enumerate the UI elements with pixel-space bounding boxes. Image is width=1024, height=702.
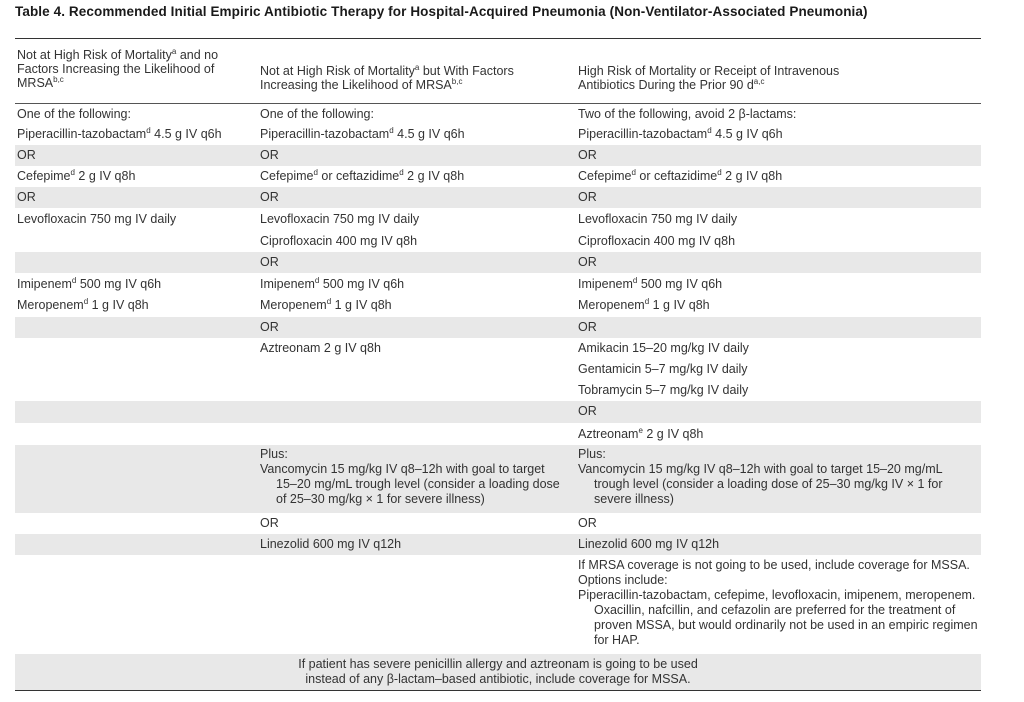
cell: Levofloxacin 750 mg IV daily (260, 212, 420, 226)
cell: Plus: Vancomycin 15 mg/kg IV q8–12h with goal to target 15–20 mg/mL trough level (consider a loading dose of 25–30 mg/kg IV × 1 for severe illness) (578, 447, 943, 506)
table-row-footer (15, 654, 981, 690)
table-row (15, 401, 981, 423)
table-row (15, 208, 981, 230)
table-row (15, 124, 981, 145)
table-row (15, 513, 981, 534)
cell: Aztreonam 2 g IV q8h (260, 341, 381, 355)
cell: Meropenem$^d$ 1 g IV q8h (17, 296, 149, 312)
cell: Cefepime$^d$ 2 g IV q8h (17, 167, 136, 183)
footer-line-1: If patient has severe penicillin allergy and aztreonam is going to be used (298, 657, 698, 671)
bottom-rule (15, 690, 981, 691)
header-col-2: Not at High Risk of Mortality$^a$ but With Factors Increasing the Likelihood of MRSA$^{b,c}$ (260, 62, 514, 92)
cell: Two of the following, avoid 2 β-lactams: (578, 107, 797, 121)
cell: OR (578, 190, 597, 204)
cell: Imipenem$^d$ 500 mg IV q6h (17, 275, 162, 291)
cell: Cefepime$^d$ or ceftazidime$^d$ 2 g IV q8h (260, 167, 465, 183)
cell: OR (578, 516, 597, 530)
cell: Plus: Vancomycin 15 mg/kg IV q8–12h with goal to target 15–20 mg/mL trough level (consider a loading dose of 25–30 mg/kg × 1 for severe illness) (260, 447, 560, 506)
cell: OR (17, 148, 36, 162)
cell: Levofloxacin 750 mg IV daily (578, 212, 738, 226)
table-row (15, 104, 981, 124)
cell: Meropenem$^d$ 1 g IV q8h (578, 296, 710, 312)
header-col-3: High Risk of Mortality or Receipt of Intravenous Antibiotics During the Prior 90 $d^{a,c}$ (578, 64, 840, 92)
footer-line-2: instead of any β-lactam–based antibiotic, include coverage for MSSA. (305, 672, 691, 686)
table-row (15, 252, 981, 273)
cell: Piperacillin-tazobactam$^d$ 4.5 g IV q6h (17, 125, 222, 141)
cell: OR (578, 148, 597, 162)
cell: Ciprofloxacin 400 mg IV q8h (578, 234, 736, 248)
table-row (15, 380, 981, 401)
table-row (15, 317, 981, 338)
table-row (15, 534, 981, 555)
cell: OR (578, 404, 597, 418)
table-row (15, 295, 981, 317)
cell: OR (260, 320, 279, 334)
cell: OR (578, 255, 597, 269)
cell: Ciprofloxacin 400 mg IV q8h (260, 234, 418, 248)
cell: Amikacin 15–20 mg/kg IV daily (578, 341, 749, 355)
cell: OR (260, 148, 279, 162)
cell: OR (260, 190, 279, 204)
table-row (15, 145, 981, 166)
table-title: Table 4. Recommended Initial Empiric Antibiotic Therapy for Hospital-Acquired Pneumonia (Non-Ventilator-Associated Pneumonia) (15, 4, 868, 19)
table-row (15, 187, 981, 208)
cell: Linezolid 600 mg IV q12h (260, 537, 402, 551)
cell: If MRSA coverage is not going to be used, include coverage for MSSA. Options include: Piperacillin-tazobactam, cefepime, levofloxacin, imipenem, meropenem. Oxacillin, nafcillin, and cefazolin are preferred for the treatment of proven MSSA, but would ordinarily not be used in an empiric regimen for HAP. (578, 558, 978, 647)
table-row (15, 230, 981, 252)
cell: Levofloxacin 750 mg IV daily (17, 212, 177, 226)
top-rule (15, 38, 981, 39)
cell: Tobramycin 5–7 mg/kg IV daily (578, 383, 749, 397)
cell: OR (260, 516, 279, 530)
cell: Meropenem$^d$ 1 g IV q8h (260, 296, 392, 312)
cell: Linezolid 600 mg IV q12h (578, 537, 720, 551)
table-row (15, 423, 981, 445)
cell: Piperacillin-tazobactam$^d$ 4.5 g IV q6h (260, 125, 465, 141)
cell: Piperacillin-tazobactam$^d$ 4.5 g IV q6h (578, 125, 783, 141)
cell: One of the following: (17, 107, 131, 121)
cell: Aztreonam$^e$ 2 g IV q8h (578, 425, 704, 441)
cell: OR (260, 255, 279, 269)
table-row (15, 166, 981, 187)
cell: One of the following: (260, 107, 374, 121)
cell: OR (578, 320, 597, 334)
cell: Gentamicin 5–7 mg/kg IV daily (578, 362, 748, 376)
cell: OR (17, 190, 36, 204)
header-col-1: Not at High Risk of Mortality$^a$ and no Factors Increasing the Likelihood of MRSA$^{b,c}$ (17, 46, 219, 90)
table-row-plus (15, 445, 981, 513)
cell: Imipenem$^d$ 500 mg IV q6h (260, 275, 405, 291)
table-row (15, 338, 981, 359)
table-row (15, 359, 981, 380)
table-row (15, 273, 981, 295)
table-row-mssa (15, 555, 981, 654)
cell: Cefepime$^d$ or ceftazidime$^d$ 2 g IV q8h (578, 167, 783, 183)
cell: Imipenem$^d$ 500 mg IV q6h (578, 275, 723, 291)
